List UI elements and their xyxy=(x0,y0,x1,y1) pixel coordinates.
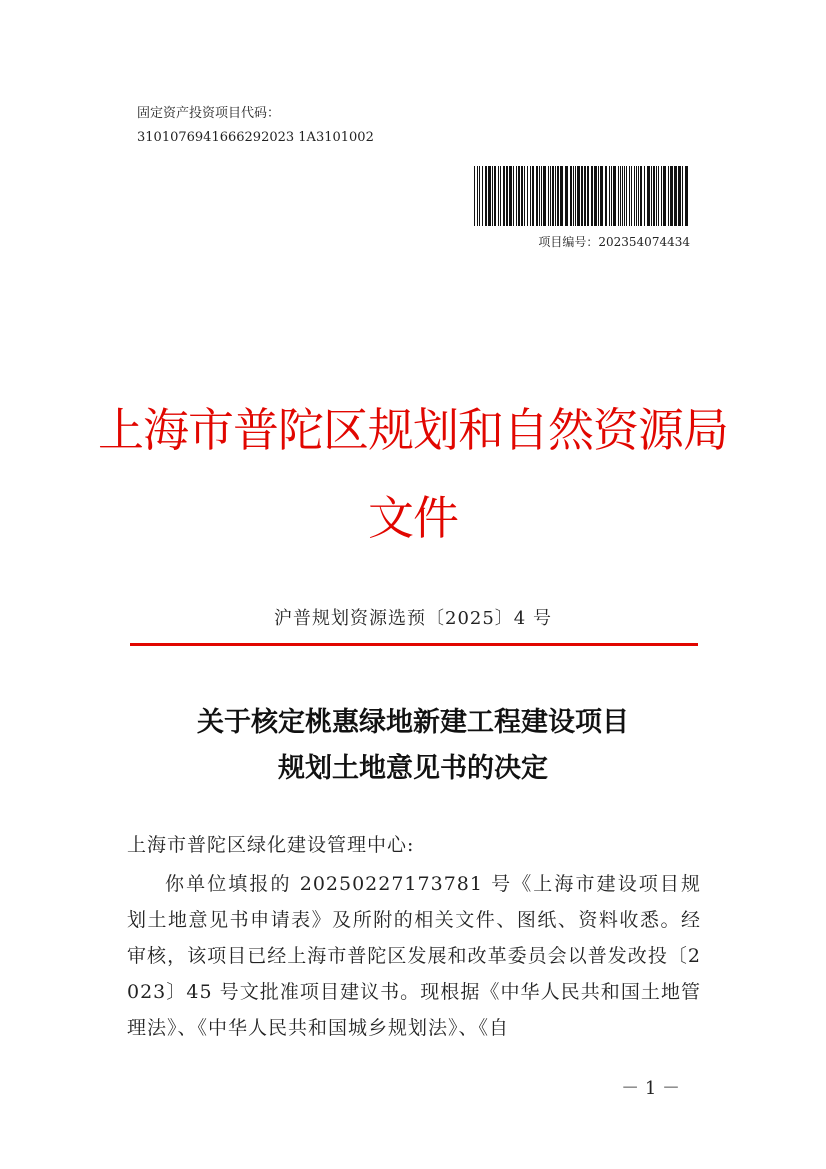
barcode-bar xyxy=(557,166,559,226)
barcode-bar xyxy=(575,166,576,226)
barcode-bar xyxy=(479,166,480,226)
document-number: 沪普规划资源选预〔2025〕4 号 xyxy=(274,608,552,629)
barcode-bar xyxy=(482,166,483,226)
barcode-bar xyxy=(670,166,673,226)
barcode-bar xyxy=(668,166,669,226)
barcode-bar xyxy=(600,166,603,226)
barcode-bar xyxy=(636,166,637,226)
barcode-bar xyxy=(550,166,551,226)
barcode-bar xyxy=(618,166,619,226)
barcode-bar xyxy=(682,166,683,226)
barcode-bar xyxy=(509,166,512,226)
barcode-bar xyxy=(584,166,586,226)
barcode-bar xyxy=(598,166,599,226)
barcode-bar xyxy=(591,166,593,226)
barcode-bar xyxy=(532,166,534,226)
page-number: － 1 － xyxy=(621,1078,680,1099)
issuer-name: 上海市普陀区规划和自然资源局 xyxy=(98,403,728,457)
barcode-bar xyxy=(570,166,572,226)
barcode-bar xyxy=(581,166,583,226)
barcode-bar xyxy=(498,166,499,226)
project-code-block xyxy=(137,102,374,150)
barcode-bar xyxy=(674,166,677,226)
barcode-bar xyxy=(492,166,493,226)
barcode-bar xyxy=(543,166,546,226)
barcode xyxy=(474,166,690,226)
barcode-bar xyxy=(527,166,528,226)
barcode-bar xyxy=(594,166,597,226)
barcode-bar xyxy=(651,166,652,226)
issuer-document-word: 文件 xyxy=(368,491,458,545)
barcode-bar xyxy=(503,166,505,226)
barcode-bar xyxy=(518,166,520,226)
barcode-bar xyxy=(541,166,542,226)
barcode-bar xyxy=(587,166,589,226)
barcode-bar xyxy=(653,166,655,226)
barcode-bar xyxy=(560,166,563,226)
barcode-bar xyxy=(609,166,610,226)
barcode-bar xyxy=(661,166,662,226)
barcode-bar xyxy=(613,166,616,226)
barcode-bar xyxy=(647,166,650,226)
barcode-bar xyxy=(485,166,487,226)
barcode-bar xyxy=(565,166,568,226)
barcode-bar xyxy=(624,166,625,226)
barcode-bar xyxy=(658,166,659,226)
red-divider xyxy=(130,643,698,646)
document-title-line2: 规划土地意见书的决定 xyxy=(278,753,548,784)
barcode-bar xyxy=(678,166,681,226)
barcode-bar xyxy=(644,166,645,226)
barcode-bar xyxy=(634,166,635,226)
barcode-bar xyxy=(494,166,496,226)
project-code-label: 固定资产投资项目代码： xyxy=(137,106,281,121)
document-title-line1: 关于核定桃惠绿地新建工程建设项目 xyxy=(197,707,629,738)
barcode-bar xyxy=(488,166,491,226)
barcode-bar xyxy=(536,166,538,226)
barcode-bar xyxy=(611,166,612,226)
barcode-bar xyxy=(548,166,549,226)
barcode-bar xyxy=(577,166,580,226)
barcode-bar xyxy=(622,166,623,226)
issuer-title xyxy=(0,386,826,562)
barcode-bar xyxy=(513,166,514,226)
barcode-bar xyxy=(685,166,688,226)
barcode-bar xyxy=(530,166,531,226)
barcode-bar xyxy=(573,166,574,226)
barcode-bar xyxy=(516,166,517,226)
barcode-bar xyxy=(656,166,657,226)
barcode-bar xyxy=(629,166,630,226)
document-title xyxy=(0,700,826,792)
barcode-bar xyxy=(605,166,607,226)
barcode-bar xyxy=(521,166,523,226)
barcode-bar xyxy=(640,166,642,226)
barcode-bar xyxy=(638,166,639,226)
barcode-bar xyxy=(555,166,556,226)
addressee: 上海市普陀区绿化建设管理中心: xyxy=(127,834,415,856)
barcode-bar xyxy=(552,166,554,226)
barcode-bar xyxy=(626,166,627,226)
barcode-bar xyxy=(500,166,501,226)
barcode-bar xyxy=(539,166,540,226)
barcode-bar xyxy=(524,166,525,226)
barcode-bar xyxy=(620,166,621,226)
barcode-bar xyxy=(477,166,478,226)
barcode-bar xyxy=(474,166,475,226)
barcode-bar xyxy=(631,166,632,226)
project-number: 项目编号：202354074434 xyxy=(538,235,690,249)
project-code-value: 3101076941666292023 1A3101002 xyxy=(137,130,374,145)
barcode-bar xyxy=(663,166,666,226)
barcode-bar xyxy=(506,166,508,226)
body-paragraph: 你单位填报的 20250227173781 号《上海市建设项目规划土地意见书申请表》及所附的相关文件、图纸、资料收悉。经审核，该项目已经上海市普陀区发展和改革委员会以普发改投〔2023〕45 号文批准项目建议书。现根据《中华人民共和国土地管理法》、《中华人民共和国城乡规划法》、《自 xyxy=(127,873,701,1039)
